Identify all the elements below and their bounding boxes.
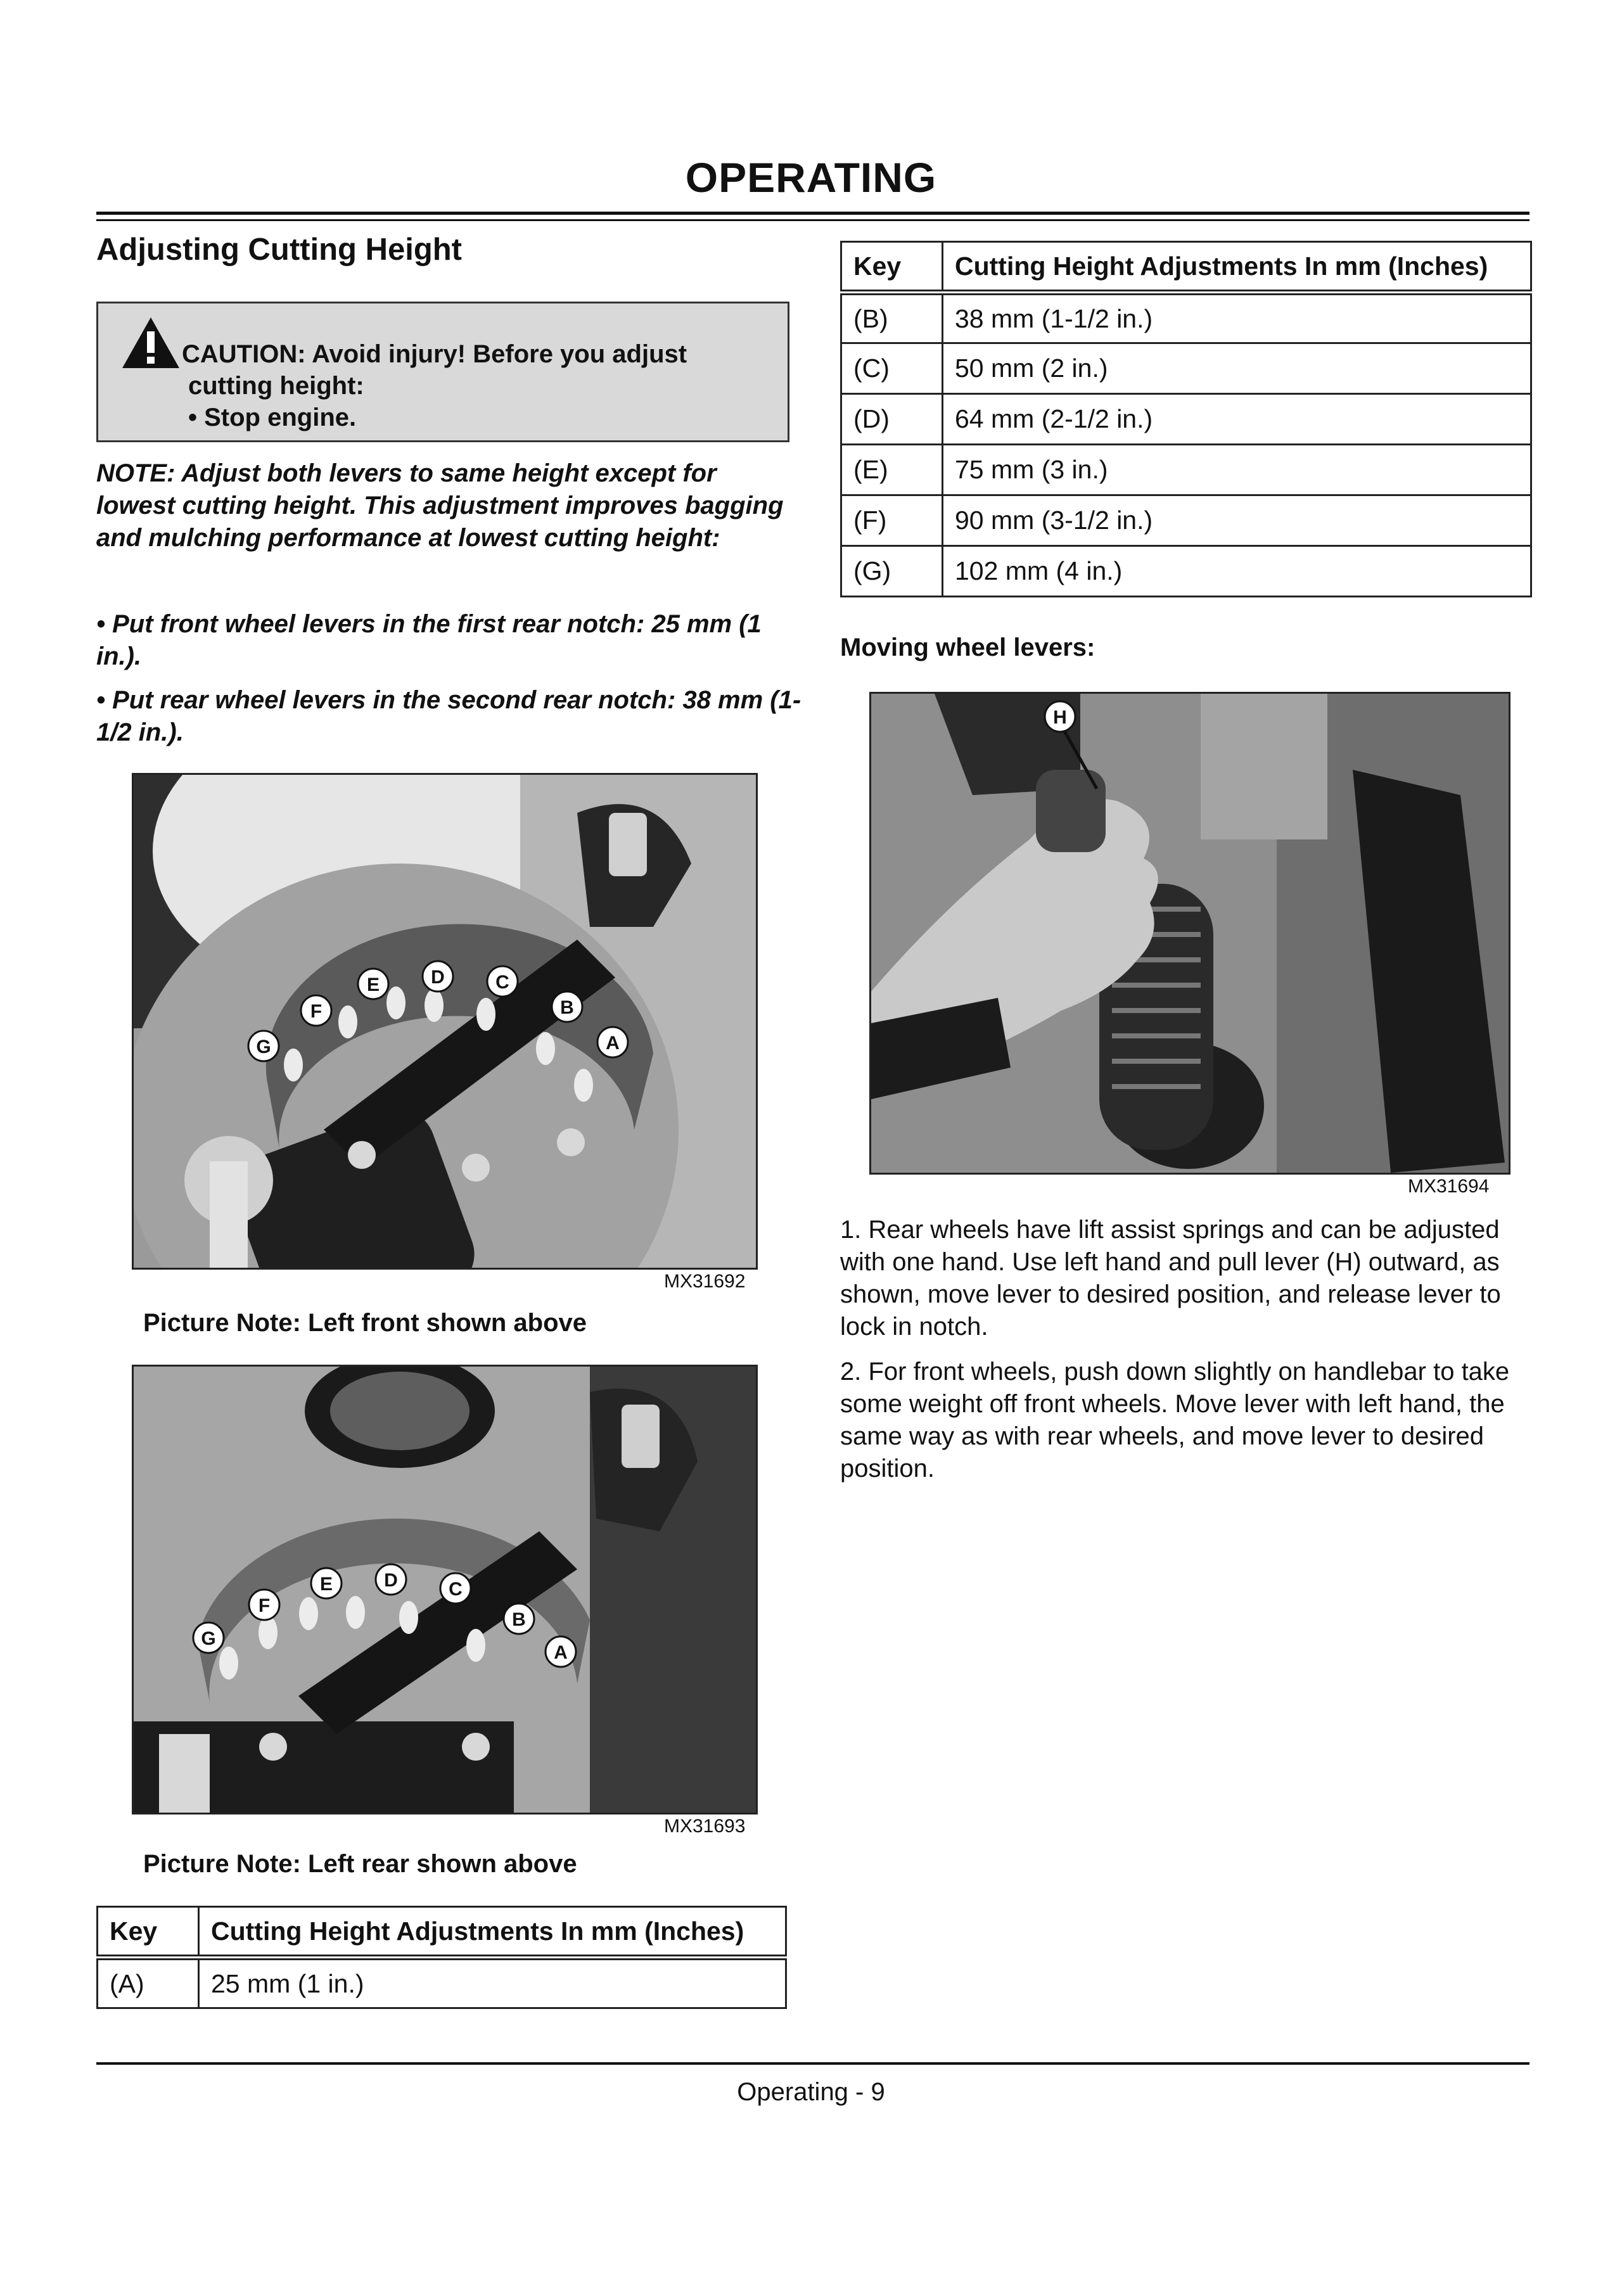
table-header-adjustment: Cutting Height Adjustments In mm (Inches) (943, 242, 1531, 293)
table-row (841, 394, 1531, 445)
photo-hand-on-lever-drawing (871, 694, 1509, 1173)
table-cell-value: 50 mm (2 in.) (943, 343, 1531, 394)
table-row (98, 1958, 786, 2008)
table-row (841, 495, 1531, 546)
table-cell-value: 64 mm (2-1/2 in.) (943, 394, 1531, 445)
picture-note-rear: Picture Note: Left rear shown above (143, 1850, 577, 1878)
caution-box (96, 302, 789, 442)
header-rule-thin (96, 219, 1529, 221)
caution-line-2: cutting height: (188, 372, 364, 400)
bullet-front-levers: • Put front wheel levers in the first rear notch: 25 mm (1 in.). (96, 610, 762, 670)
notch-label-a (546, 1636, 576, 1667)
notch-label-f (249, 1590, 279, 1620)
figure-code-front: MX31692 (664, 1271, 746, 1292)
footer-rule (96, 2062, 1529, 2065)
notch-label-a (597, 1027, 628, 1057)
notch-label-c (440, 1573, 471, 1604)
header-rule (96, 212, 1529, 215)
svg-text:C: C (449, 1579, 463, 1600)
notch-label-b (552, 992, 582, 1022)
table-cell-value: 38 mm (1-1/2 in.) (943, 293, 1531, 343)
photo-hand-on-lever (869, 692, 1510, 1175)
svg-text:C: C (495, 972, 509, 993)
table-row (841, 445, 1531, 495)
table-cell-value: 25 mm (1 in.) (199, 1958, 786, 2008)
notch-label-d (376, 1564, 406, 1595)
table-header-key: Key (98, 1907, 199, 1958)
svg-text:F: F (258, 1595, 271, 1616)
bullet-rear-levers: • Put rear wheel levers in the second rear notch: 38 mm (1-1/2 in.). (96, 686, 801, 746)
section-title: Adjusting Cutting Height (96, 233, 462, 267)
table-header-row (841, 242, 1531, 293)
cutting-height-table-right (840, 241, 1532, 597)
notch-label-g (248, 1031, 279, 1061)
warning-triangle-icon (121, 316, 181, 369)
svg-text:A: A (554, 1642, 568, 1663)
svg-text:E: E (366, 974, 380, 995)
caution-line-3: • Stop engine. (188, 404, 357, 431)
table-cell-value: 90 mm (3-1/2 in.) (943, 495, 1531, 546)
table-cell-key: (F) (841, 495, 943, 546)
svg-text:D: D (431, 967, 445, 988)
table-cell-value: 75 mm (3 in.) (943, 445, 1531, 495)
svg-text:A: A (606, 1033, 620, 1054)
notch-label-e (311, 1568, 342, 1598)
notch-label-d (423, 961, 453, 992)
table-cell-key: (A) (98, 1958, 199, 2008)
figure-code-hand: MX31694 (1408, 1176, 1490, 1197)
cutting-height-table-left (96, 1906, 787, 2009)
moving-levers-title: Moving wheel levers: (840, 634, 1095, 661)
photo-left-rear (132, 1365, 758, 1814)
svg-text:E: E (319, 1574, 333, 1595)
table-cell-key: (B) (841, 293, 943, 343)
notch-label-b (504, 1604, 534, 1634)
svg-text:B: B (512, 1609, 526, 1630)
table-header-row (98, 1907, 786, 1958)
notch-label-e (358, 969, 388, 999)
notch-label-f (301, 995, 331, 1026)
table-row (841, 343, 1531, 394)
svg-text:G: G (201, 1628, 216, 1649)
table-row (841, 293, 1531, 343)
table-cell-key: (G) (841, 546, 943, 597)
picture-note-front: Picture Note: Left front shown above (143, 1309, 587, 1337)
page-header-title: OPERATING (685, 154, 937, 201)
table-row (841, 546, 1531, 597)
svg-text:B: B (560, 997, 574, 1018)
table-header-adjustment: Cutting Height Adjustments In mm (Inches) (199, 1907, 786, 1958)
svg-text:F: F (310, 1001, 322, 1022)
caution-line-1: CAUTION: Avoid injury! Before you adjust (182, 340, 687, 368)
figure-code-rear: MX31693 (664, 1816, 746, 1837)
notch-label-g (193, 1623, 224, 1653)
lever-label-h (1045, 701, 1075, 732)
table-cell-key: (D) (841, 394, 943, 445)
svg-text:G: G (256, 1036, 271, 1057)
svg-text:D: D (384, 1570, 398, 1591)
svg-text:H: H (1053, 707, 1067, 728)
photo-left-front-drawing (134, 775, 756, 1268)
photo-left-front (132, 773, 758, 1270)
notch-label-c (487, 966, 518, 997)
photo-left-rear-drawing (134, 1367, 756, 1813)
page-footer: Operating - 9 (737, 2078, 885, 2106)
table-header-key: Key (841, 242, 943, 293)
table-cell-key: (E) (841, 445, 943, 495)
table-cell-value: 102 mm (4 in.) (943, 546, 1531, 597)
note-paragraph: NOTE: Adjust both levers to same height except for lowest cutting height. This adjustment improves bagging and mulching performance at lowest cutting height: (96, 459, 784, 552)
step-2-paragraph: 2. For front wheels, push down slightly on handlebar to take some weight off front wheels. Move lever with left hand, the same way as with rear wheels, and move lever to desired position. (840, 1358, 1510, 1483)
step-1-paragraph: 1. Rear wheels have lift assist springs and can be adjusted with one hand. Use left hand and pull lever (H) outward, as shown, move lever to desired position, and release lever to lock in notch. (840, 1216, 1501, 1341)
table-cell-key: (C) (841, 343, 943, 394)
